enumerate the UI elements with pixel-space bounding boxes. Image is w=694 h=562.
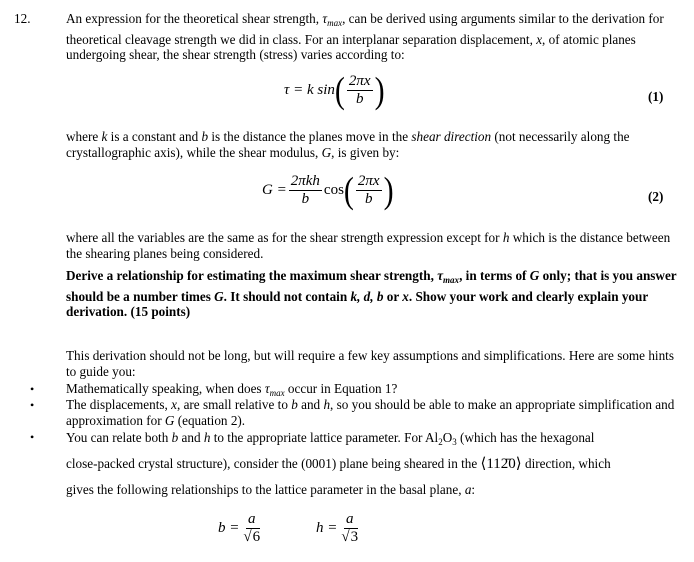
eq1-denominator: b (356, 91, 364, 107)
var-b: b (171, 430, 179, 445)
explanation-2 (66, 230, 682, 261)
right-paren: ) (383, 169, 394, 211)
bullet: • (30, 382, 35, 396)
var-h: h (323, 397, 331, 412)
eq-h-numerator: a (345, 511, 354, 527)
question-number: 12. (14, 11, 31, 26)
var-G: G (529, 268, 540, 283)
var-G: G (214, 288, 224, 304)
hint-2 (66, 397, 682, 428)
equation-2 (262, 169, 394, 211)
var-b: b (201, 129, 209, 144)
text: occur in Equation 1? (284, 381, 398, 396)
text: gives the following relationships to the lattice parameter in the basal plane, (66, 482, 465, 497)
right-paren: ) (374, 69, 385, 111)
eq-b-numerator: a (247, 511, 256, 527)
text: . It should not contain (223, 288, 351, 304)
shear-direction: shear direction (411, 129, 492, 144)
eq-b-lhs: b = (218, 519, 240, 536)
sqrt-radicand: 6 (252, 529, 261, 545)
eq2-fraction-2 (356, 174, 382, 207)
text: . Show your work and clearly explain your derivation. (15 points) (66, 288, 648, 319)
crystal-direction: ⟨112̄0⟩ (480, 456, 522, 472)
equation-h (316, 512, 362, 545)
text: and (297, 397, 324, 412)
text: only; that is you answer should be a number times (66, 268, 677, 304)
tau-subscript: max (443, 275, 460, 285)
eq2-numerator-2: 2πx (357, 173, 380, 189)
tau-subscript: max (269, 388, 285, 398)
var-b: b (291, 397, 298, 412)
hints-intro: This derivation should not be long, but will require a few key assumptions and simplifications. Here are some hints to guide you: (66, 348, 674, 379)
eq2-lhs: G = (262, 181, 287, 198)
sqrt-radicand: 3 (350, 529, 359, 545)
var-G: G (164, 412, 175, 428)
text: Derive a relationship for estimating the maximum shear strength, (66, 268, 438, 283)
bullet: • (30, 430, 35, 444)
text: , in terms of (459, 268, 530, 283)
hint-3 (66, 430, 682, 451)
eq-h-denominator: √3 (341, 529, 359, 545)
text: : (471, 482, 476, 497)
tau-symbol: τ (264, 381, 270, 396)
var-k: k (101, 129, 108, 144)
tau-symbol: τ (322, 11, 328, 26)
intro-text: , of atomic planes undergoing shear, the shear strength (stress) varies according to: (66, 31, 636, 62)
bullet: • (30, 398, 35, 412)
eq-b-fraction (241, 512, 262, 545)
tau-subscript: max (327, 18, 343, 28)
task-paragraph (66, 268, 682, 320)
text: (which has the hexagonal (456, 430, 595, 445)
var-x: x (536, 31, 543, 47)
text: , are small relative to (176, 397, 292, 412)
subscript: 3 (452, 437, 457, 447)
var-x: x (171, 397, 177, 412)
text: which is the distance between the shearing planes being considered. (66, 230, 671, 261)
eq2-fraction-1 (289, 174, 322, 207)
var-a: a (464, 482, 472, 497)
eq1-lhs: τ = k sin (284, 81, 335, 98)
equation-b (218, 512, 264, 545)
cos-function: cos (323, 181, 344, 198)
var-x: x (402, 288, 409, 304)
text: , is given by: (331, 144, 400, 160)
eq-h-fraction (339, 512, 360, 545)
tau-symbol: τ (437, 268, 444, 283)
intro-paragraph (66, 11, 682, 63)
eq-h-lhs: h = (316, 519, 338, 536)
left-paren: ( (334, 69, 345, 111)
text: where (66, 129, 102, 144)
eq2-denominator-1: b (301, 191, 310, 207)
var-G: G (321, 144, 332, 160)
eq2-denominator-2: b (365, 191, 373, 207)
var-h: h (203, 430, 211, 445)
text: Mathematically speaking, when does (66, 381, 265, 396)
equation-1-label: (1) (648, 89, 664, 104)
left-paren: ( (343, 169, 354, 211)
text: where all the variables are the same as for the shear strength expression except for (66, 230, 503, 245)
text: , so you should be able to make an appropriate simplification and approximation for (66, 397, 675, 428)
hint-3-line-3 (66, 482, 475, 498)
var-list: k, d, b (350, 288, 384, 304)
text: is a constant and (107, 129, 202, 144)
text: (equation 2). (174, 412, 246, 428)
hint-3-line-2 (66, 456, 611, 473)
text: direction, which (521, 456, 611, 471)
text: is the distance the planes move in the (208, 129, 412, 144)
text: and (178, 430, 204, 445)
intro-text: , can be derived using arguments similar to the derivation for theoretical cleavage strength we did in class. For an interplanar separation displacement, (66, 11, 664, 47)
text: The displacements, (66, 397, 172, 412)
eq1-fraction (347, 74, 373, 107)
text: to the appropriate lattice parameter. For Al (210, 430, 439, 445)
text: You can relate both (66, 430, 172, 445)
eq2-numerator-1: 2πkh (290, 173, 320, 189)
text: (not necessarily along the crystallographic axis), while the shear modulus, (66, 129, 630, 160)
equation-1 (284, 69, 385, 111)
eq-b-denominator: √6 (243, 529, 261, 545)
subscript: 2 (438, 437, 443, 447)
eq1-numerator: 2πx (348, 73, 371, 89)
var-h: h (502, 230, 510, 245)
explanation-1 (66, 129, 682, 160)
text: or (383, 288, 403, 304)
text: O (442, 430, 453, 445)
equation-2-label: (2) (648, 189, 664, 204)
text: close-packed crystal structure), consider the (0001) plane being sheared in the (66, 456, 481, 471)
intro-text: An expression for the theoretical shear strength, (66, 11, 323, 26)
